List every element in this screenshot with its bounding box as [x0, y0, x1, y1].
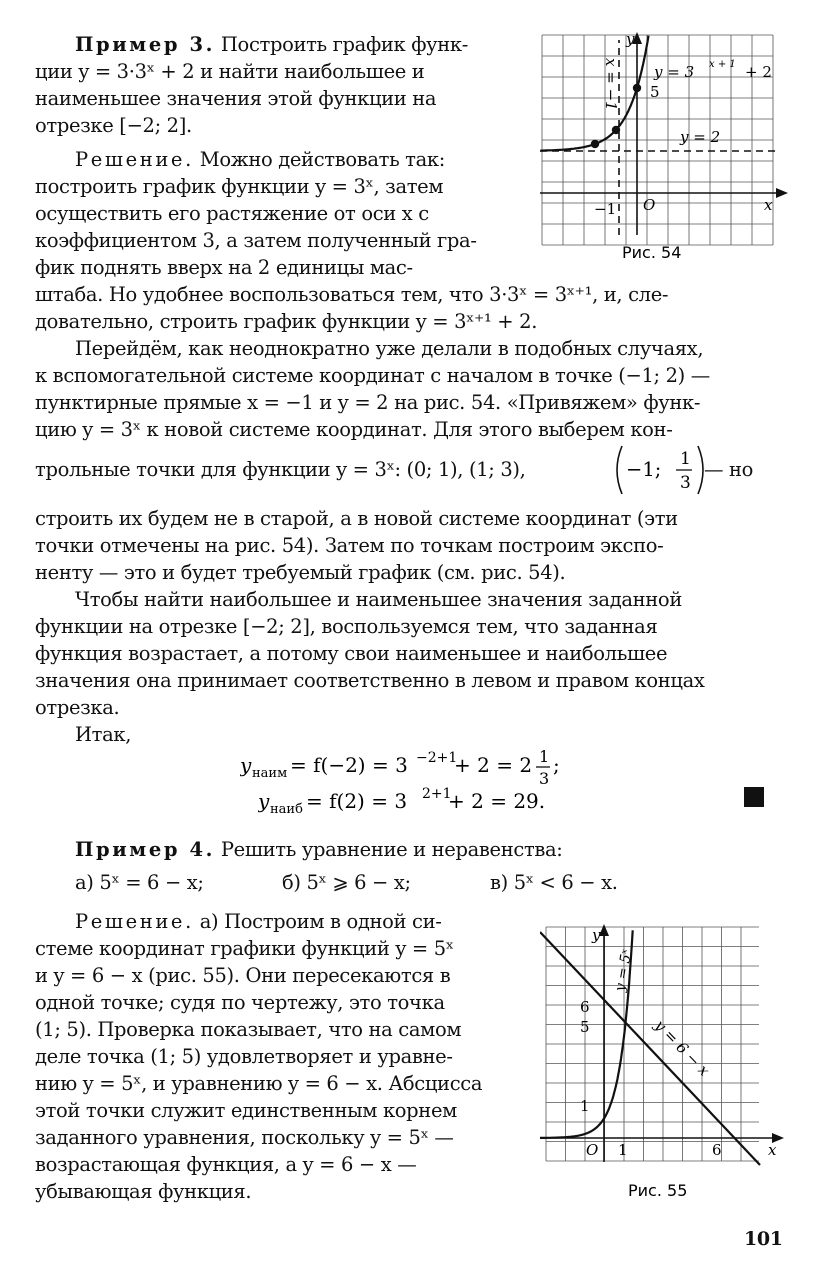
text-run: а) Построим в одной си- [193, 910, 442, 933]
formula-min-lhs: y [240, 753, 252, 777]
formula-max-lhs: y [258, 789, 270, 813]
text-line [35, 174, 443, 200]
text-line [35, 533, 663, 559]
text-line [35, 282, 668, 308]
fig54-curve [540, 36, 648, 151]
text-line [35, 201, 429, 227]
text-run: Перейдём, как неоднократно уже делали в подобных случаях, [75, 337, 704, 360]
formula-min [240, 742, 580, 786]
text-line [75, 722, 131, 748]
fig55-label-6x: 6 [712, 1141, 722, 1159]
text-run: ненту — это и будет требуемый график (см. рис. 54). [35, 561, 566, 584]
fig54-label-origin: O [643, 196, 656, 214]
fig54-label-curve: y = 3 [654, 63, 695, 81]
text-run: Построить график функ- [215, 33, 468, 56]
text-run: заданного уравнения, поскольку y = 5ˣ — [35, 1126, 454, 1149]
text-line [35, 309, 537, 335]
fig55-label-1y: 1 [580, 1097, 590, 1115]
fraction-den: 3 [680, 473, 691, 493]
text-run: — но [704, 458, 754, 481]
text-line [35, 1179, 251, 1205]
text-line [35, 113, 192, 139]
text-line [75, 909, 442, 935]
text-line [282, 870, 411, 896]
text-run: Чтобы найти наибольшее и наименьшее значения заданной [75, 588, 682, 611]
text-run: коэффициентом 3, а затем полученный гра- [35, 229, 477, 252]
text-line [35, 614, 657, 640]
text-line [35, 1071, 482, 1097]
fraction-prefix: −1; [626, 458, 662, 481]
run-in-heading: Пример 3. [75, 33, 216, 56]
text-run: наименьшее значения этой функции на [35, 87, 437, 110]
fig54-label-5: 5 [650, 83, 660, 101]
text-line [75, 147, 445, 173]
text-line [75, 587, 682, 613]
fig55-line [540, 932, 760, 1165]
text-run: отрезка. [35, 696, 120, 719]
text-line [75, 336, 703, 362]
formula-min-sub: наим [252, 766, 288, 781]
text-line [35, 1098, 457, 1124]
fig54-control-point [591, 140, 599, 148]
text-line [35, 990, 445, 1016]
text-run: Итак, [75, 723, 132, 746]
figure-54 [540, 30, 790, 260]
text-run: возрастающая функция, а y = 6 − x — [35, 1153, 417, 1176]
text-line [35, 390, 700, 416]
fig55-label-1x: 1 [618, 1141, 628, 1159]
text-line [35, 1125, 454, 1151]
text-run: стеме координат графики функций y = 5ˣ [35, 937, 454, 960]
run-in-heading: Решение. [75, 910, 194, 933]
text-line [35, 1017, 461, 1043]
fig54-label-x: x [764, 196, 773, 214]
text-run: строить их будем не в старой, а в новой системе координат (эти [35, 507, 678, 530]
text-line [35, 417, 672, 443]
text-line [35, 668, 705, 694]
text-run: Можно действовать так: [193, 148, 445, 171]
formula-min-num: 1 [539, 747, 550, 766]
text-line [35, 506, 678, 532]
fig55-label-line: y = 6 − x [651, 1016, 714, 1080]
fig54-control-point [633, 84, 641, 92]
text-run: осуществить его растяжение от оси x с [35, 202, 429, 225]
fig54-label-y: y [626, 30, 635, 48]
text-line [35, 936, 454, 962]
fig54-label-m1: −1 [594, 200, 617, 218]
fig55-caption: Рис. 55 [628, 1181, 688, 1200]
text-line [35, 228, 477, 254]
fraction-num: 1 [680, 449, 691, 469]
text-run: а) 5ˣ = 6 − x; [75, 871, 204, 894]
formula-min-rhs: = f(−2) = 3 [290, 753, 408, 777]
formula-max-exp: 2+1 [422, 786, 452, 802]
fig55-y-arrow [599, 924, 609, 936]
text-run: трольные точки для функции y = 3ˣ: (0; 1), (1; 3), [35, 458, 526, 481]
fig55-label-y: y [592, 926, 601, 944]
fig55-label-6y: 6 [580, 998, 590, 1016]
fig55-label-x: x [768, 1141, 777, 1159]
text-run: б) 5ˣ ⩾ 6 − x; [282, 871, 411, 894]
text-line [35, 695, 119, 721]
formula-max-rhs: = f(2) = 3 [306, 789, 408, 813]
text-run: довательно, строить график функции y = 3ˣ⁺¹ + 2. [35, 310, 538, 333]
run-in-heading: Решение. [75, 148, 194, 171]
text-run: точки отмечены на рис. 54). Затем по точкам построим экспо- [35, 534, 664, 557]
text-run: построить график функции y = 3ˣ, затем [35, 175, 444, 198]
text-run: Решить уравнение и неравенства: [215, 838, 563, 861]
text-run: значения она принимает соответственно в левом и правом концах [35, 669, 705, 692]
fig54-label-xm1: x = −1 [602, 58, 620, 111]
end-of-proof-mark [744, 787, 764, 807]
inline-fraction [610, 442, 704, 498]
text-run: и y = 6 − x (рис. 55). Они пересекаются в [35, 964, 451, 987]
fig54-control-point [612, 126, 620, 134]
text-line [35, 641, 667, 667]
text-run: пунктирные прямые x = −1 и y = 2 на рис. 54. «Привяжем» функ- [35, 391, 701, 414]
text-run: функция возрастает, а потому свои наименьшее и наибольшее [35, 642, 668, 665]
text-run: к вспомогательной системе координат с началом в точке (−1; 2) — [35, 364, 710, 387]
fig54-label-curve-exp: x + 1 [709, 59, 736, 70]
fig55-grid [546, 927, 759, 1161]
text-run: одной точке; судя по чертежу, это точка [35, 991, 445, 1014]
text-run: функции на отрезке [−2; 2], воспользуемся тем, что заданная [35, 615, 658, 638]
text-run: цию y = 3ˣ к новой системе координат. Для этого выберем кон- [35, 418, 673, 441]
text-line [35, 86, 436, 112]
formula-min-exp: −2+1 [416, 750, 458, 766]
fig54-x-arrow [776, 188, 788, 198]
text-line [35, 560, 565, 586]
fig55-label-5y: 5 [580, 1018, 590, 1036]
text-line [35, 1152, 416, 1178]
text-run: фик поднять вверх на 2 единицы мас- [35, 256, 413, 279]
text-line [75, 32, 468, 58]
text-run: убывающая функция. [35, 1180, 252, 1203]
text-line [75, 870, 204, 896]
formula-max [258, 786, 578, 820]
text-run: отрезке [−2; 2]. [35, 114, 192, 137]
text-line [35, 255, 413, 281]
text-line [490, 870, 618, 896]
text-line [35, 59, 424, 85]
text-line [35, 457, 526, 483]
text-line [35, 963, 450, 989]
fig54-label-curve-tail: + 2 [745, 63, 772, 81]
formula-min-den: 3 [539, 769, 550, 786]
page-number: 101 [744, 1228, 783, 1250]
text-run: этой точки служит единственным корнем [35, 1099, 457, 1122]
figure-55 [540, 922, 790, 1202]
text-run: (1; 5). Проверка показывает, что на самом [35, 1018, 462, 1041]
text-line [704, 457, 753, 483]
fig54-caption: Рис. 54 [622, 243, 682, 260]
text-line [35, 1044, 453, 1070]
text-run: нию y = 5ˣ, и уравнению y = 6 − x. Абсцисса [35, 1072, 483, 1095]
fig54-label-y2: y = 2 [680, 128, 721, 146]
text-line [35, 363, 710, 389]
text-run: в) 5ˣ < 6 − x. [490, 871, 618, 894]
run-in-heading: Пример 4. [75, 838, 216, 861]
formula-max-tail: + 2 = 29. [448, 789, 546, 813]
fig55-label-exp: y = 5ˣ [612, 948, 636, 993]
formula-max-sub: наиб [270, 802, 303, 817]
text-run: деле точка (1; 5) удовлетворяет и уравне- [35, 1045, 453, 1068]
text-run: ции y = 3·3ˣ + 2 и найти наибольшее и [35, 60, 425, 83]
text-line [75, 837, 563, 863]
text-run: штаба. Но удобнее воспользоваться тем, что 3·3ˣ = 3ˣ⁺¹, и, сле- [35, 283, 669, 306]
formula-min-tail: + 2 = 2 [454, 753, 533, 777]
fig55-label-origin: O [586, 1141, 599, 1159]
formula-min-end: ; [553, 753, 560, 777]
